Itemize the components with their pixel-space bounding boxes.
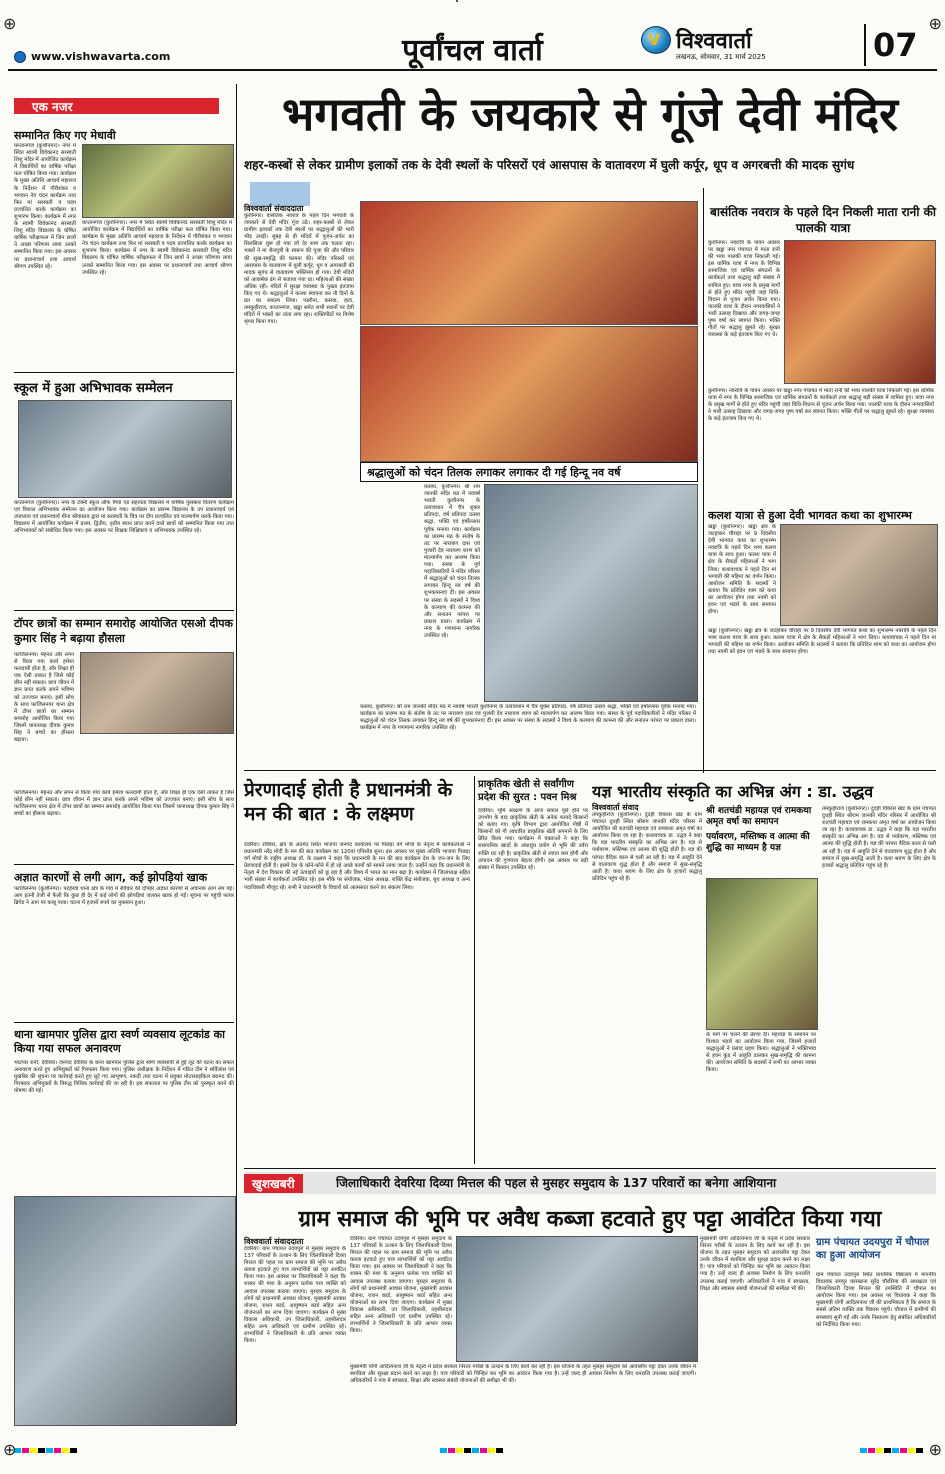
- news-photo-temple: [360, 326, 698, 462]
- brand-logo-icon: V: [641, 26, 671, 54]
- dateline: लखनऊ, सोमवार, 31 मार्च 2025: [676, 53, 766, 61]
- story-body: भाटपार रानी, देवरिया। जनपद देवरिया के थाना खामपार पुलिस द्वारा स्वर्ण व्यवसायी से हुई लूट की घटना का सफल अनावरण करते हुए अभियुक्तों को गिरफ्तार किया गया। पुलिस अधीक्षक के निर्देशन में गठित टीम ने सर्विलांस एवं मुखबिर की सूचना पर कार्रवाई करते हुए लूटे गए आभूषण, नकदी तथा घटना में प्रयुक्त मोटरसाइकिल बरामद की। गिरफ्तार अभियुक्तों के विरुद्ध विधिक कार्रवाई की जा रही है। इस सफलता पर पुलिस टीम को पुरस्कृत करने की घोषणा की गई।: [14, 1060, 234, 1095]
- headline-natural-farming[interactable]: प्राकृतिक खेती से सर्वांगीण प्रदेश की सुरत : पवन मिश्र: [478, 779, 577, 803]
- header-divider: [864, 24, 866, 66]
- story-body: फाजिलनगर (कुशीनगर)। पटहेरवा थाना क्षेत्र के गांव में रविवार की दोपहर अज्ञात कारणों से अचानक आग लग गई। आग इतनी तेजी से फैली कि कुछ ही देर में कई लोगों की झोपड़ियां जलकर खाक हो गईं। सूचना पर पहुंची फायर ब्रिगेड ने आग पर काबू पाया। घटना में हजारों रुपये का नुकसान हुआ।: [14, 886, 234, 907]
- website-url[interactable]: www.vishwavarta.com: [14, 50, 170, 63]
- page-number: 07: [873, 26, 918, 64]
- story-body: कप्तानगंज (कुशीनगर)। नगर में स्थित स्वामी विवेकानंद सरस्वती शिशु मंदिर में आयोजित कार्यक्रम में विद्यार्थियों का वार्षिक परीक्षा फल घोषित किया गया। कार्यक्रम के मुख्य अतिथि आचार्य महाराज के निर्देशन में गौरीशंकर व भगवान नेत्र चंदन कार्यक्रम तथा फिर मां सरस्वती व पदम प्रज्वलित करके कार्यक्रम का शुभारंभ किया। कार्यक्रम में नगर के स्वामी विवेकानंद सरस्वती शिशु मंदिर विद्यालय के घोषित वार्षिक परीक्षाफल में जिन छात्रों ने अच्छा परिणाम लाया उनको सम्मानित किया गया। इस अवसर पर प्रधानाचार्य तथा आचार्य श्रीगण उपस्थित रहे।: [82, 220, 232, 276]
- news-photo-temple: [360, 201, 698, 325]
- headline-parent-meet[interactable]: स्कूल में हुआ अभिभावक सम्मेलन: [14, 381, 173, 396]
- ticker-label: खुशखबरी: [244, 1174, 303, 1193]
- story-body: कप्तानगंज (कुशीनगर)। नगर में स्थित स्वामी विवेकानंद सरस्वती शिशु मंदिर में आयोजित कार्यक्रम में विद्यार्थियों का वार्षिक परीक्षा फल घोषित किया गया। कार्यक्रम के मुख्य अतिथि आचार्य महाराज के निर्देशन में गौरीशंकर व भगवान नेत्र चंदन कार्यक्रम तथा फिर मां सरस्वती व पदम प्रज्वलित करके कार्यक्रम का शुभारंभ किया। कार्यक्रम में नगर के स्वामी विवेकानंद सरस्वती शिशु मंदिर विद्यालय के घोषित वार्षिक परीक्षाफल में जिन छात्रों ने अच्छा परिणाम लाया उनको सम्मानित किया गया। इस अवसर पर प्रधानाचार्य तथा आचार्य श्रीगण उपस्थित रहे।: [14, 143, 76, 270]
- story-body: के मार्ग पर चलने की प्रेरणा दी। महायज्ञ के समापन पर विशाल भंडारे का आयोजन किया गया, जिसमें हजारों श्रद्धालुओं ने प्रसाद ग्रहण किया। श्रद्धालुओं ने भक्तिभाव से हवन कुंड में आहुति डालकर सुख-समृद्धि की कामना की। आयोजन समिति के सदस्यों ने सभी का आभार व्यक्त किया।: [706, 1032, 816, 1074]
- headline-fire[interactable]: अज्ञात कारणों से लगी आग, कई झोपड़ियां खाक: [14, 871, 208, 884]
- yagya-summary-box: [706, 806, 816, 872]
- mid3-byline: विश्ववार्ता संवाद: [592, 803, 639, 812]
- news-photo: [784, 240, 936, 384]
- tag-label: एक नजर: [32, 100, 73, 114]
- lead-box-headline[interactable]: श्रद्धालुओं को चंदन तिलक लगाकर लगाकर दी गई हिन्दू नव वर्ष: [367, 466, 621, 479]
- story-body: देवरिया। रविवार, क्षेत्र के अंतर्गत स्थित भाजपा जनपद कार्यालय पर पिछड़ा वर्ग मोर्चा के नेतृत्व में कार्यकर्ताओं ने प्रधानमंत्री नरेंद्र मोदी के मन की बात कार्यक्रम का 120वां एपिसोड सुना। इस अवसर पर मुख्य अतिथि भाजपा पिछड़ा वर्ग मोर्चा के राष्ट्रीय अध्यक्ष डॉ. के लक्ष्मण ने कहा कि प्रधानमंत्री के मन की बात कार्यक्रम देश के जन-जन के लिए प्रेरणादाई होती है। इसमें देश के कोने-कोने में हो रहे अच्छे कार्यों को सामने लाया जाता है। उन्होंने कहा कि प्रधानमंत्री के नेतृत्व में देश विकास की नई ऊंचाइयों को छू रहा है और विश्व में भारत का मान बढ़ा है। कार्यक्रम में जिलाध्यक्ष सहित भारी संख्या में कार्यकर्ता उपस्थित रहे। इस मौके पर संयोजक, मंडल अध्यक्ष, शक्ति केंद्र संयोजक, बूथ अध्यक्ष व अन्य पदाधिकारी मौजूद रहे। सभी ने प्रधानमंत्री के विचारों को आत्मसात करने का संकल्प लिया।: [244, 842, 470, 891]
- headline-land-lease[interactable]: ग्राम समाज की भूमि पर अवैध कब्जा हटवाते हुए पट्टा आवंटित किया गया: [298, 1207, 882, 1232]
- story-divider: [14, 372, 234, 373]
- news-photo: [18, 400, 232, 498]
- story-body: कप्तानगंज (कुशीनगर)। नगर के टेक्नी स्कूल ऑफ मिया एड सहायता विद्यालय में वार्षिक पुरस्कार वितरण कार्यक्रम एवं विशाल अभिभावक सम्मेलन का आयोजन किया गया। कार्यक्रम का प्रारम्भ विद्यालय के उप प्रधानाचार्य एवं उपाध्याय एवं प्रधानाचार्य मीना श्रीवास्तव द्वारा मां सरस्वती के चित्र पर दीप प्रज्वलित एवं माल्यार्पण करके किया गया। विद्यालय में आयोजित कार्यक्रम में प्रथम, द्वितीय, तृतीय स्थान प्राप्त करने वाले छात्रों को सम्मानित किया गया तथा अभिभावकों को संबोधित किया गया। इस अवसर पर शिक्षक शिक्षिकाएं व अभिभावक उपस्थित रहे।: [14, 500, 234, 535]
- lead-box-body: कसया, कुशीनगर। श्री राम जानकी मंदिर मठ में नववर्ष भारती कुशीनगर के तत्वावधान में चैत्र शुक्ल प्रतिपदा, वर्ष प्रतिपदा उत्सव श्रद्धा, भक्ति एवं हर्षोल्लास पूर्वक मनाया गया। कार्यक्रम का प्रारम्भ मठ के संतोष के तट पर नारायण दास एवं पुजारी देव नारायण शरण को माल्यार्पण कर आरम्भ किया गया। संस्था के पूर्व पदाधिकारियों ने मंदिर परिसर में श्रद्धालुओं को चंदन तिलक लगाकर हिन्दू नव वर्ष की शुभकामनाएं दीं। इस अवसर पर संस्था के सदस्यों ने विश्व के कल्याण की कामना की और सनातन परंपरा पर प्रकाश डाला। कार्यक्रम में नगर के गणमान्य नागरिक उपस्थित रहे।: [424, 484, 480, 639]
- news-photo: [456, 1236, 698, 1362]
- ticker-text[interactable]: जिलाधिकारी देवरिया दिव्या मित्तल की पहल से मुसहर समुदाय के 137 परिवारों का बनेगा आशियाना: [336, 1176, 777, 1190]
- print-color-bar: [440, 1438, 504, 1457]
- story-body: फाजिलनगर। मेहनत और लगन से किया गया कार्य हमेशा फलदायी होता है, और शिक्षा ही एक ऐसी ताकत है जिसे कोई छीन नहीं सकता। छात्र जीवन में ज्ञान प्राप्त करके अपने भविष्य को उज्ज्वल बनाएं। इसी सोच के साथ फाजिलनगर थाना क्षेत्र में टॉपर छात्रों का सम्मान समारोह आयोजित किया गया जिसमें थानाध्यक्ष दीपक कुमार सिंह ने बच्चों का हौसला बढ़ाया।: [14, 652, 74, 744]
- row-divider: [244, 770, 936, 771]
- column-divider: [703, 188, 704, 773]
- yagya-box-line2: पर्यावरण, मस्तिष्क व आत्मा की शुद्धि का माध्यम है यज्ञ: [706, 832, 810, 853]
- chaupal-box: [816, 1236, 936, 1266]
- story-body: देवरिया। भूमि संरक्षण के आज सवाल पूछे होने पर उपभोग के बाद प्राकृतिक खेती के अनेक फायदे किसानों को बताए गए। कृषि विभाग द्वारा आयोजित गोष्ठी में किसानों को गौ आधारित प्राकृतिक खेती अपनाने के लिए प्रेरित किया गया। कार्यक्रम में वक्ताओं ने कहा कि रासायनिक खादों के अंधाधुंध प्रयोग से भूमि की उर्वरा शक्ति घट रही है। प्राकृतिक खेती से लागत कम होगी और उत्पादन की गुणवत्ता बेहतर होगी। इस अवसर पर बड़ी संख्या में किसान उपस्थित रहे।: [478, 808, 588, 871]
- lead-headline[interactable]: भगवती के जयकारे से गूंजे देवी मंदिर: [282, 87, 898, 141]
- story-body: खड्डा (कुशीनगर)। खड्डा क्षेत्र के जटहांकर चौराहा पर 9 दिवसीय देवी भागवत कथा का शुभारम्भ नवरात्रि के पहले दिन भव्य कलश यात्रा के साथ हुआ। कलश यात्रा में क्षेत्र के सैकड़ों महिलाओं ने भाग लिया। कथावाचक ने पहले दिन मां भगवती की महिमा का वर्णन किया। आयोजन समिति के सदस्यों ने बताया कि प्रतिदिन शाम को कथा का आयोजन होगा तथा नवमी को हवन एवं भंडारे के साथ समापन होगा।: [708, 628, 936, 656]
- story-body: देवरिया। ग्राम पंचायत उदयपुरा में मुसहर समुदाय के 137 परिवारों के उत्थान के लिए जिलाधिकारी दिव्या मित्तल की पहल पर ग्राम समाज की भूमि पर अवैध कब्जा हटवाते हुए पात्र लाभार्थियों को पट्टा आवंटित किया गया। इस अवसर पर जिलाधिकारी ने कहा कि शासन की मंशा के अनुरूप प्रत्येक पात्र व्यक्ति को आवास उपलब्ध कराया जाएगा। मुसहर समुदाय के लोगों को प्रधानमंत्री आवास योजना, मुख्यमंत्री आवास योजना, राशन कार्ड, आयुष्मान कार्ड सहित अन्य योजनाओं का लाभ दिया जाएगा। कार्यक्रम में मुख्य विकास अधिकारी, उप जिलाधिकारी, तहसीलदार सहित अन्य अधिकारी एवं ग्रामीण उपस्थित रहे। लाभार्थियों ने जिलाधिकारी के प्रति आभार व्यक्त किया।: [244, 1246, 346, 1345]
- headline-chaupal[interactable]: ग्राम पंचायत उदयपुरा में चौपाल का हुआ आयोजन: [816, 1237, 930, 1261]
- row-divider: [244, 1168, 936, 1169]
- headline-yagya[interactable]: यज्ञ भारतीय संस्कृति का अभिन्न अंग : डा. उद्धव: [592, 782, 874, 801]
- lead-box-body: कसया, कुशीनगर। श्री राम जानकी मंदिर मठ में नववर्ष भारती कुशीनगर के तत्वावधान में चैत्र शुक्ल प्रतिपदा, वर्ष प्रतिपदा उत्सव श्रद्धा, भक्ति एवं हर्षोल्लास पूर्वक मनाया गया। कार्यक्रम का प्रारम्भ मठ के संतोष के तट पर नारायण दास एवं पुजारी देव नारायण शरण को माल्यार्पण कर आरम्भ किया गया। संस्था के पूर्व पदाधिकारियों ने मंदिर परिसर में श्रद्धालुओं को चंदन तिलक लगाकर हिन्दू नव वर्ष की शुभकामनाएं दीं। इस अवसर पर संस्था के सदस्यों ने विश्व के कल्याण की कामना की और सनातन परंपरा पर प्रकाश डाला। कार्यक्रम में नगर के गणमान्य नागरिक उपस्थित रहे।: [360, 704, 696, 732]
- headline-topper-honor[interactable]: टॉपर छात्रों का सम्मान समारोह आयोजित एसओ दीपक कुमार सिंह ने बढ़ाया हौसला: [14, 617, 233, 645]
- news-photo: [780, 524, 938, 626]
- header-rule: [8, 69, 937, 71]
- tag-banner: [14, 98, 219, 114]
- news-photo: [80, 652, 234, 734]
- story-body: ग्राम पंचायत उदयपुरा स्थित प्राथमिक विद्यालय में माननीय विधायक रामपुर कारखाना सुरेंद्र चौरसिया की अध्यक्षता एवं जिलाधिकारी दिव्या मित्तल की उपस्थिति में चौपाल का आयोजन किया गया। इस अवसर पर विधायक ने कहा कि मुख्यमंत्री योगी आदित्यनाथ जी की प्राथमिकता है कि समाज के सबसे अंतिम व्यक्ति तक विकास पहुंचे। चौपाल में ग्रामीणों की समस्याएं सुनी गईं और उनके निस्तारण हेतु संबंधित अधिकारियों को निर्देशित किया गया।: [816, 1272, 936, 1328]
- print-color-bar: [14, 1438, 78, 1457]
- lead-box-header: [360, 462, 698, 482]
- lead-body: कुशीनगर। वासंतिक नवरात्र के पहले दिन भगवती के जयकारे से देवी मंदिर गूंज उठे। शहर-कस्बों से लेकर ग्रामीण इलाकों तक देवी स्थलों पर श्रद्धालुओं की भारी भीड़ उमड़ी। सुबह से ही मंदिरों में पूजन-अर्चन का सिलसिला शुरू हो गया जो देर शाम तक चलता रहा। भक्तों ने मां शैलपुत्री के स्वरूप की पूजा की और परिवार की सुख-समृद्धि की कामना की। मंदिर परिसरों एवं आसपास के वातावरण में घुली कर्पूर, धूप व अगरबत्ती की मादक सुगंध से वातावरण भक्तिमय हो गया। देवी मंदिरों को आकर्षक ढंग से सजाया गया था। महिलाओं की संख्या अधिक रही। मंदिरों में सुरक्षा व्यवस्था के पुख्ता इंतजाम किए गए थे। श्रद्धालुओं ने कलश स्थापना कर नौ दिनों के व्रत का संकल्प लिया। पडरौना, कसया, हाटा, तमकुहीराज, कप्तानगंज, खड्डा समेत सभी स्थानों पर देवी मंदिरों में भक्तों का तांता लगा रहा। शक्तिपीठों पर विशेष श्रृंगार किया गया।: [244, 213, 354, 326]
- headline-palki-yatra[interactable]: बासंतिक नवरात्र के पहले दिन निकली माता रानी की पालकी यात्रा: [710, 205, 936, 235]
- headline-meritorious[interactable]: सम्मानित किए गए मेधावी: [14, 129, 116, 142]
- news-photo: [82, 144, 234, 218]
- registration-mark: ⊕: [3, 14, 17, 33]
- lead-subhead: शहर-कस्बों से लेकर ग्रामीण इलाकों तक के देवी स्थलों के परिसरों एवं आसपास के वातावरण में घुली कर्पूर, धूप व अगरबत्ती की मादक सुगंध: [244, 158, 855, 172]
- story-body: देवरिया। ग्राम पंचायत उदयपुरा में मुसहर समुदाय के 137 परिवारों के उत्थान के लिए जिलाधिकारी दिव्या मित्तल की पहल पर ग्राम समाज की भूमि पर अवैध कब्जा हटवाते हुए पात्र लाभार्थियों को पट्टा आवंटित किया गया। इस अवसर पर जिलाधिकारी ने कहा कि शासन की मंशा के अनुरूप प्रत्येक पात्र व्यक्ति को आवास उपलब्ध कराया जाएगा। मुसहर समुदाय के लोगों को प्रधानमंत्री आवास योजना, मुख्यमंत्री आवास योजना, राशन कार्ड, आयुष्मान कार्ड सहित अन्य योजनाओं का लाभ दिया जाएगा। कार्यक्रम में मुख्य विकास अधिकारी, उप जिलाधिकारी, तहसीलदार सहित अन्य अधिकारी एवं ग्रामीण उपस्थित रहे। लाभार्थियों ने जिलाधिकारी के प्रति आभार व्यक्त किया।: [350, 1236, 452, 1335]
- news-photo: [484, 484, 698, 702]
- story-body: खड्डा (कुशीनगर)। खड्डा क्षेत्र के जटहांकर चौराहा पर 9 दिवसीय देवी भागवत कथा का शुभारम्भ नवरात्रि के पहले दिन भव्य कलश यात्रा के साथ हुआ। कलश यात्रा में क्षेत्र के सैकड़ों महिलाओं ने भाग लिया। कथावाचक ने पहले दिन मां भगवती की महिमा का वर्णन किया। आयोजन समिति के सदस्यों ने बताया कि प्रतिदिन शाम को कथा का आयोजन होगा तथा नवमी को हवन एवं भंडारे के साथ समापन होगा।: [708, 524, 776, 616]
- registration-mark: ⊕: [928, 1440, 942, 1459]
- registration-mark: ⊕: [928, 14, 942, 33]
- brand-name: विश्ववार्ता: [676, 29, 752, 54]
- story-body: तमकुहीराज (कुशीनगर)। दुदही विकास खंड के ग्राम पंचायत दुधही स्थित श्रीराम जानकी मंदिर परिसर में आयोजित श्री शतचंडी महायज्ञ एवं रामकथा अमृत वर्षा का आयोजन किया जा रहा है। कथावाचक डा. उद्धव ने कहा कि यज्ञ भारतीय संस्कृति का अभिन्न अंग है। यज्ञ से पर्यावरण, मस्तिष्क एवं आत्मा की शुद्धि होती है। यज्ञ की परंपरा वैदिक काल से चली आ रही है। यज्ञ में आहुति देने से वातावरण शुद्ध होता है और समाज में सुख-समृद्धि आती है। कथा श्रवण के लिए क्षेत्र के हजारों श्रद्धालु प्रतिदिन पहुंच रहे हैं।: [822, 806, 936, 869]
- story-divider: [14, 864, 234, 865]
- story-divider: [14, 1022, 234, 1023]
- yagya-box-line1: श्री शतचंडी महायज्ञ एवं रामकथा अमृत वर्षा का समापन: [706, 806, 812, 827]
- headline-kalash-yatra[interactable]: कलश यात्रा से हुआ देवी भागवत कथा का शुभारम्भ: [708, 509, 912, 522]
- registration-mark: ⊕: [3, 1440, 17, 1459]
- story-body: कुशीनगर। नवरात्रि के पावन अवसर पर खड्डा नगर पंचायत में माता रानी की भव्य पालकी यात्रा निकाली गई। इस धार्मिक यात्रा में नगर के विभिन्न सामाजिक एवं धार्मिक संगठनों के कार्यकर्ता तथा श्रद्धालु बड़ी संख्या में शामिल हुए। यात्रा नगर के प्रमुख मार्गों से होते हुए मंदिर पहुंची जहां विधि-विधान से पूजन अर्चन किया गया। पालकी यात्रा के दौरान नगरवासियों ने भारी उत्साह दिखाया और जगह-जगह पुष्प वर्षा कर स्वागत किया। भक्ति गीतों पर श्रद्धालु झूमते रहे। सुरक्षा व्यवस्था के कड़े इंतजाम किए गए थे।: [708, 240, 780, 339]
- story-body: मुख्यमंत्री योगी आदित्यनाथ जी के नेतृत्व में प्रदेश सरकार निरंतर गरीबों के उत्थान के लिए कार्य कर रही है। इस योजना के तहत मुसहर समुदाय को आवासीय पट्टा देकर उनके जीवन में स्थायित्व और सुरक्षा प्रदान करने का लक्ष्य है। पात्र परिवारों को चिन्हित कर भूमि का आवंटन किया गया है। उन्हें जल्द ही आवास निर्माण के लिए धनराशि उपलब्ध कराई जाएगी। अधिकारियों ने गांव में स्वच्छता, शिक्षा और स्वास्थ्य संबंधी योजनाओं की समीक्षा भी की।: [350, 1364, 696, 1385]
- story-body: मुख्यमंत्री योगी आदित्यनाथ जी के नेतृत्व में प्रदेश सरकार निरंतर गरीबों के उत्थान के लिए कार्य कर रही है। इस योजना के तहत मुसहर समुदाय को आवासीय पट्टा देकर उनके जीवन में स्थायित्व और सुरक्षा प्रदान करने का लक्ष्य है। पात्र परिवारों को चिन्हित कर भूमि का आवंटन किया गया है। उन्हें जल्द ही आवास निर्माण के लिए धनराशि उपलब्ध कराई जाएगी। अधिकारियों ने गांव में स्वच्छता, शिक्षा और स्वास्थ्य संबंधी योजनाओं की समीक्षा भी की।: [700, 1236, 810, 1292]
- story-body: कुशीनगर। नवरात्रि के पावन अवसर पर खड्डा नगर पंचायत में माता रानी की भव्य पालकी यात्रा निकाली गई। इस धार्मिक यात्रा में नगर के विभिन्न सामाजिक एवं धार्मिक संगठनों के कार्यकर्ता तथा श्रद्धालु बड़ी संख्या में शामिल हुए। यात्रा नगर के प्रमुख मार्गों से होते हुए मंदिर पहुंची जहां विधि-विधान से पूजन अर्चन किया गया। पालकी यात्रा के दौरान नगरवासियों ने भारी उत्साह दिखाया और जगह-जगह पुष्प वर्षा कर स्वागत किया। भक्ति गीतों पर श्रद्धालु झूमते रहे। सुरक्षा व्यवस्था के कड़े इंतजाम किए गए थे।: [708, 388, 934, 423]
- news-photo: [14, 1196, 236, 1426]
- section-title: पूर्वांचल वार्ता: [402, 33, 543, 68]
- headline-loot-case[interactable]: थाना खामपार पुलिस द्वारा स्वर्ण व्यवसाय लूटकांड का किया गया सफल अनावरण: [14, 1028, 225, 1055]
- headline-mann-ki-baat[interactable]: प्रेरणादाई होती है प्रधानमंत्री के मन की बात : के लक्ष्मण: [244, 779, 453, 825]
- story-body: तमकुहीराज (कुशीनगर)। दुदही विकास खंड के ग्राम पंचायत दुधही स्थित श्रीराम जानकी मंदिर परिसर में आयोजित श्री शतचंडी महायज्ञ एवं रामकथा अमृत वर्षा का आयोजन किया जा रहा है। कथावाचक डा. उद्धव ने कहा कि यज्ञ भारतीय संस्कृति का अभिन्न अंग है। यज्ञ से पर्यावरण, मस्तिष्क एवं आत्मा की शुद्धि होती है। यज्ञ की परंपरा वैदिक काल से चली आ रही है। यज्ञ में आहुति देने से वातावरण शुद्ध होता है और समाज में सुख-समृद्धि आती है। कथा श्रवण के लिए क्षेत्र के हजारों श्रद्धालु प्रतिदिन पहुंच रहे हैं।: [592, 812, 702, 882]
- print-color-bar: [860, 1438, 924, 1457]
- bottom-byline: विश्ववार्ता संवाददाता: [244, 1237, 304, 1246]
- lead-byline: विश्ववार्ता संवाददाता: [244, 204, 304, 213]
- column-divider: [474, 776, 475, 1164]
- story-body: फाजिलनगर। मेहनत और लगन से किया गया कार्य हमेशा फलदायी होता है, और शिक्षा ही एक ऐसी ताकत है जिसे कोई छीन नहीं सकता। छात्र जीवन में ज्ञान प्राप्त करके अपने भविष्य को उज्ज्वल बनाएं। इसी सोच के साथ फाजिलनगर थाना क्षेत्र में टॉपर छात्रों का सम्मान समारोह आयोजित किया गया जिसमें थानाध्यक्ष दीपक कुमार सिंह ने बच्चों का हौसला बढ़ाया।: [14, 790, 234, 818]
- ticker-bar: [244, 1172, 936, 1194]
- news-photo: [706, 878, 818, 1030]
- column-divider: [236, 84, 237, 1424]
- story-divider: [14, 610, 234, 611]
